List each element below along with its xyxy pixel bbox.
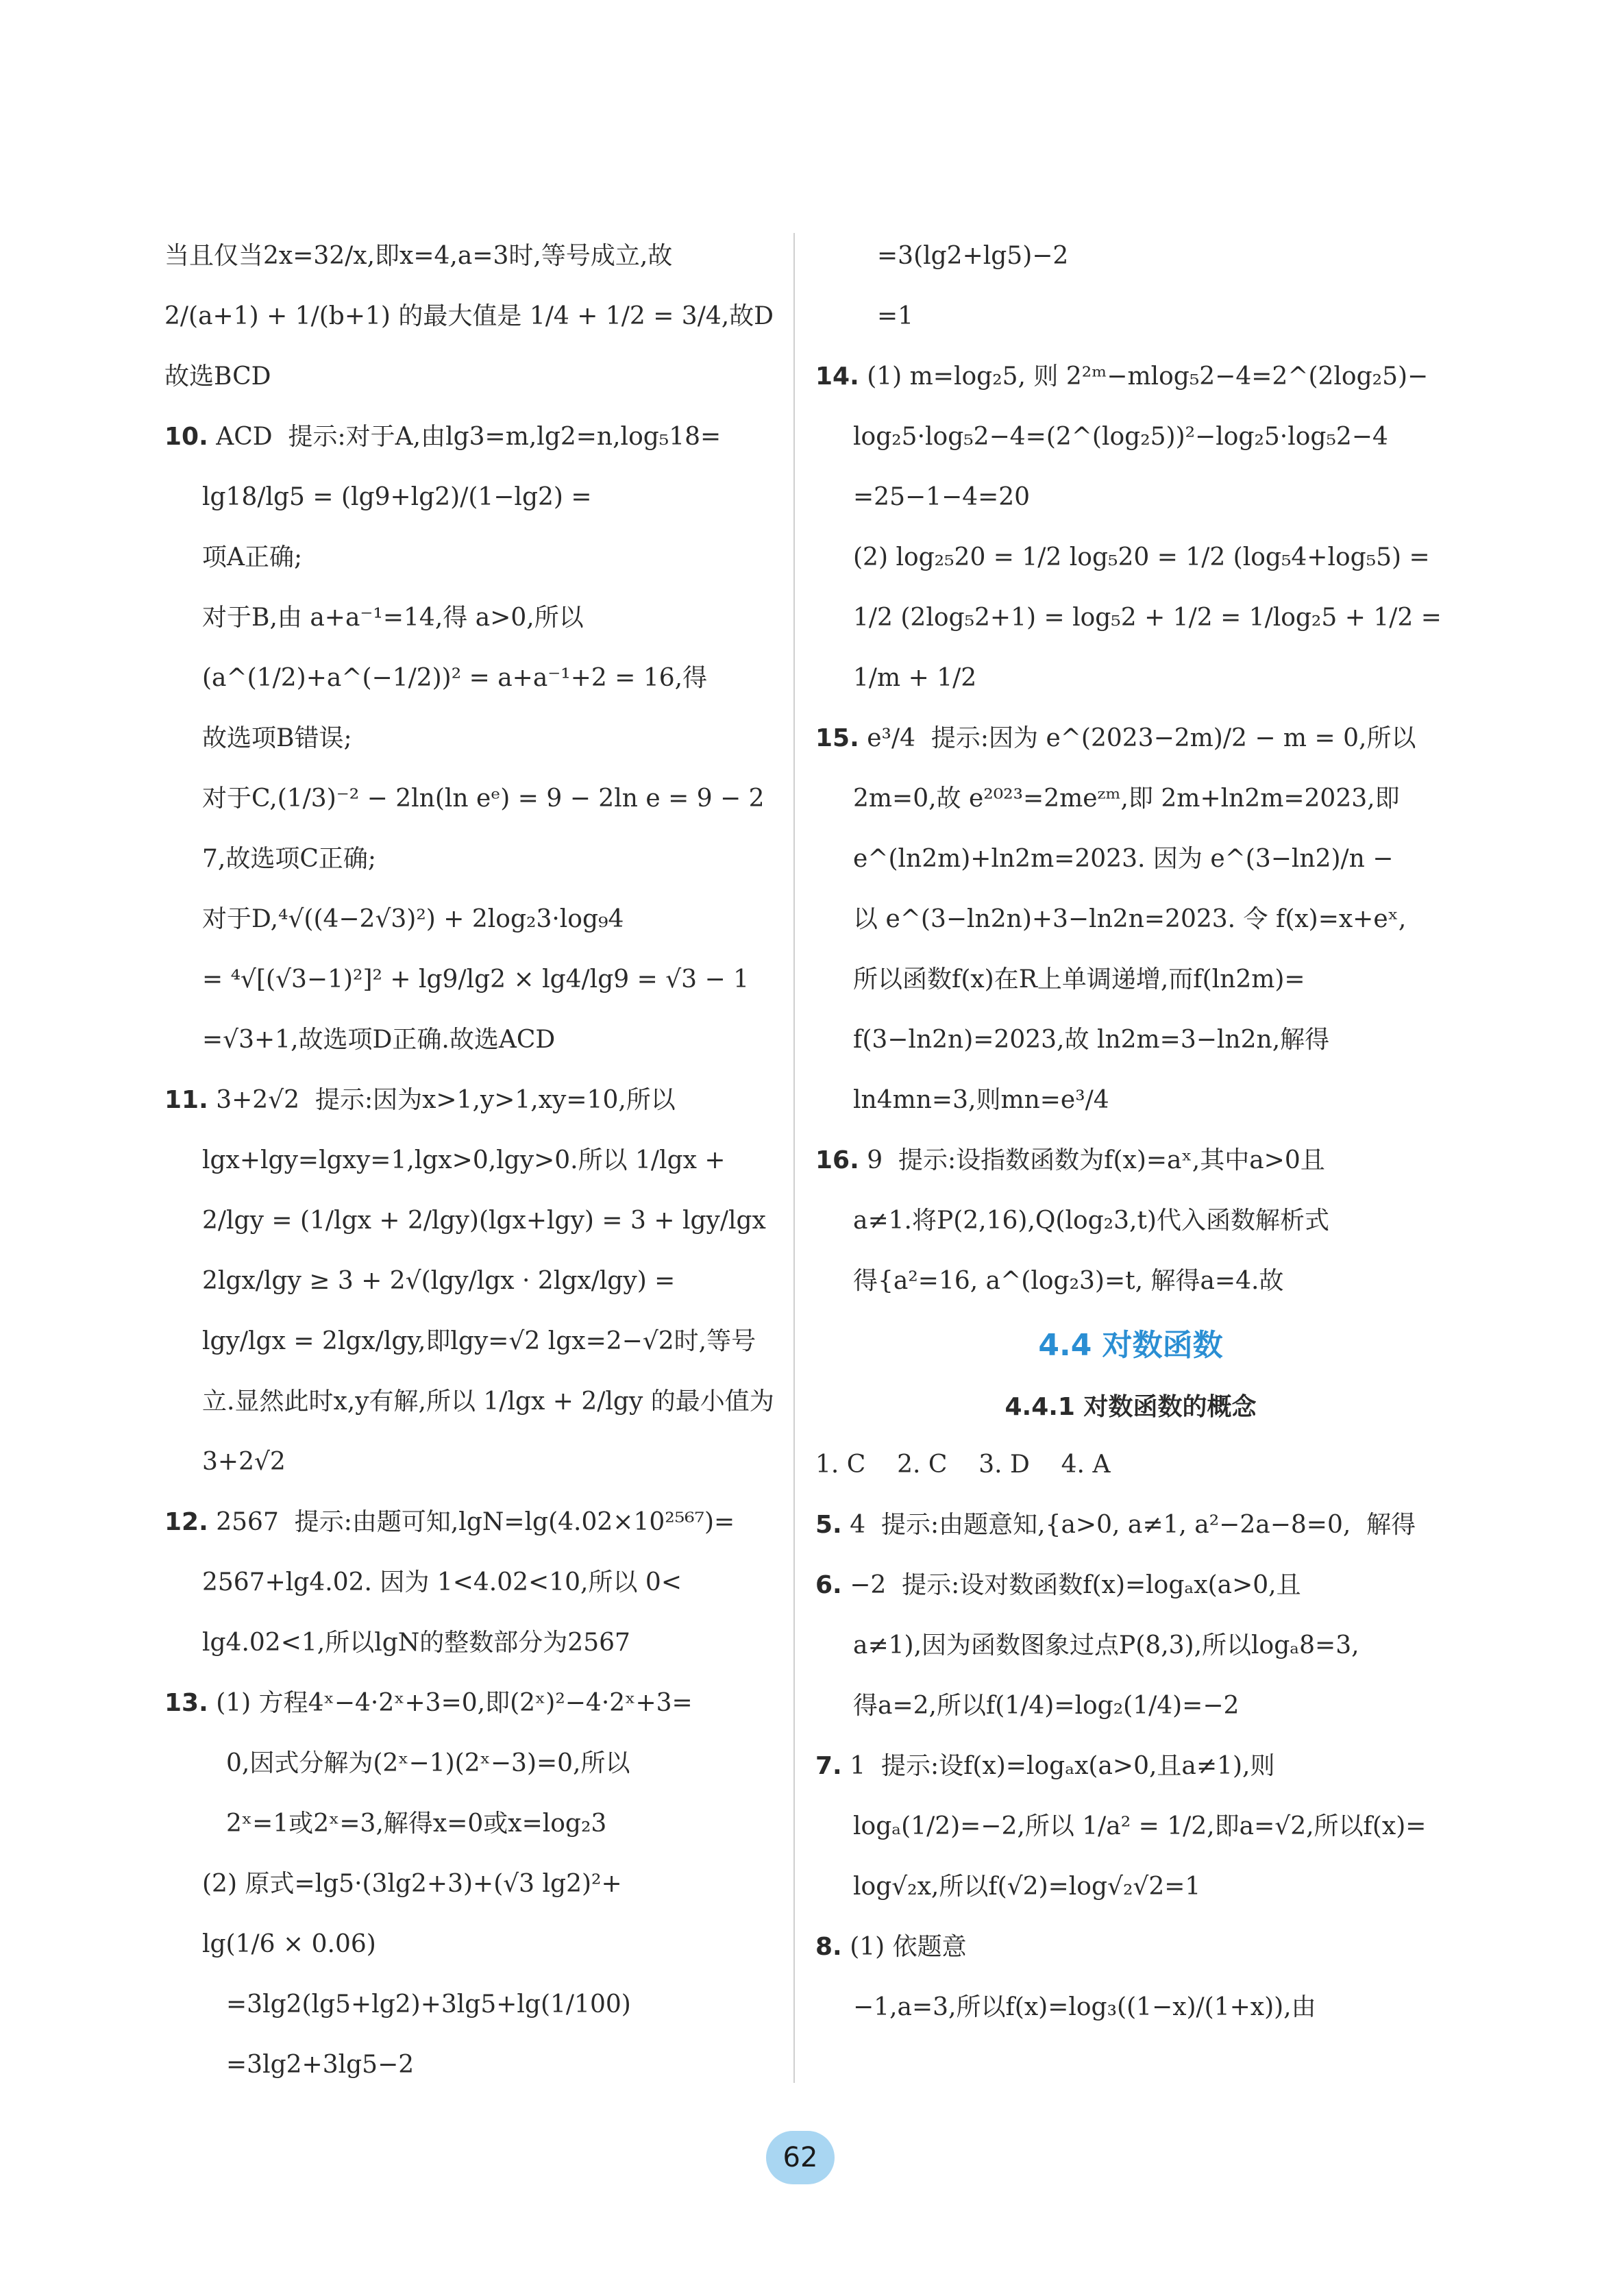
text-line	[164, 286, 774, 347]
text-line	[815, 889, 1446, 950]
problem-number: 5.	[815, 1511, 842, 1539]
line-text: 对于B,由 a+a⁻¹=14,得 a>0,所以	[202, 604, 584, 632]
line-text: 0,因式分解为(2ˣ−1)(2ˣ−3)=0,所以	[226, 1749, 630, 1777]
text-line	[164, 1673, 774, 1733]
line-text: 4 提示:由题意知,{a>0, a≠1, a²−2a−8=0, 解得	[850, 1511, 1416, 1539]
section-title: 4.4 对数函数	[1038, 1328, 1223, 1363]
line-text: 1. C 2. C 3. D 4. A	[815, 1451, 1111, 1479]
line-text: log√₂x,所以f(√2)=log√₂√2=1	[853, 1873, 1201, 1901]
column-divider	[793, 233, 795, 2083]
line-text: a≠1),因为函数图象过点P(8,3),所以logₐ8=3,	[853, 1631, 1359, 1659]
line-text: =25−1−4=20	[853, 483, 1031, 511]
line-text: 故选项B错误;	[202, 724, 352, 752]
text-line	[164, 1914, 774, 1975]
line-text: =3lg2+3lg5−2	[226, 2051, 415, 2079]
line-text: 1/m + 1/2	[853, 664, 977, 692]
text-line	[815, 1010, 1446, 1070]
line-text: ACD 提示:对于A,由lg3=m,lg2=n,log₅18=	[216, 423, 722, 451]
line-text: lg(1/6 × 0.06)	[202, 1930, 376, 1958]
text-line	[815, 708, 1446, 769]
text-line	[815, 467, 1446, 528]
text-line	[815, 588, 1446, 648]
problem-number: 10.	[164, 423, 208, 451]
line-text: (1) m=log₂5, 则 2²ᵐ−mlog₅2−4=2^(2log₂5)−	[867, 362, 1429, 391]
line-text: f(3−ln2n)=2023,故 ln2m=3−ln2n,解得	[853, 1026, 1330, 1054]
line-text: 2567 提示:由题可知,lgN=lg(4.02×10²⁵⁶⁷)=	[216, 1508, 735, 1536]
right-column	[815, 226, 1446, 2038]
problem-number: 7.	[815, 1752, 842, 1780]
line-text: 项A正确;	[202, 543, 303, 571]
text-line	[815, 1797, 1446, 1857]
problem-number: 16.	[815, 1146, 859, 1174]
text-line	[815, 1676, 1446, 1736]
text-line	[164, 1251, 774, 1311]
text-line	[815, 1131, 1446, 1191]
text-line	[164, 407, 774, 467]
text-line	[815, 648, 1446, 708]
line-text: 2/(a+1) + 1/(b+1) 的最大值是 1/4 + 1/2 = 3/4,故D	[164, 302, 774, 330]
line-text: a≠1.将P(2,16),Q(log₂3,t)代入函数解析式	[853, 1207, 1329, 1235]
line-text: −1,a=3,所以f(x)=log₃((1−x)/(1+x)),由	[853, 1993, 1316, 2021]
text-line	[815, 1251, 1446, 1311]
problem-number: 11.	[164, 1086, 208, 1114]
line-text: 2ˣ=1或2ˣ=3,解得x=0或x=log₂3	[226, 1810, 607, 1838]
line-text: =1	[877, 302, 914, 330]
text-line	[164, 588, 774, 648]
text-line	[164, 1311, 774, 1372]
line-text: 得a=2,所以f(1/4)=log₂(1/4)=−2	[853, 1692, 1240, 1720]
line-text: 3+2√2 提示:因为x>1,y>1,xy=10,所以	[216, 1086, 676, 1114]
line-text: (2) log₂₅20 = 1/2 log₅20 = 1/2 (log₅4+log₅5) =	[853, 543, 1430, 571]
text-line	[815, 1070, 1446, 1131]
line-text: (2) 原式=lg5·(3lg2+3)+(√3 lg2)²+	[202, 1870, 622, 1898]
text-line	[815, 1736, 1446, 1797]
line-text: e^(ln2m)+ln2m=2023. 因为 e^(3−ln2)/n −	[853, 845, 1394, 873]
text-line	[815, 950, 1446, 1010]
line-text: = ⁴√[(√3−1)²]² + lg9/lg2 × lg4/lg9 = √3 − 1	[202, 965, 749, 993]
text-line	[164, 1553, 774, 1613]
text-line	[815, 1435, 1446, 1495]
line-text: −2 提示:设对数函数f(x)=logₐx(a>0,且	[850, 1571, 1301, 1599]
problem-number: 8.	[815, 1933, 842, 1961]
text-line	[164, 1854, 774, 1914]
text-line	[164, 347, 774, 407]
line-text: lg18/lg5 = (lg9+lg2)/(1−lg2) =	[202, 483, 592, 511]
text-line	[815, 407, 1446, 467]
line-text: 以 e^(3−ln2n)+3−ln2n=2023. 令 f(x)=x+eˣ,	[853, 905, 1407, 933]
text-line	[164, 708, 774, 769]
text-line	[815, 286, 1446, 347]
text-line	[815, 829, 1446, 889]
line-text: (1) 方程4ˣ−4·2ˣ+3=0,即(2ˣ)²−4·2ˣ+3=	[216, 1689, 693, 1717]
line-text: ln4mn=3,则mn=e³/4	[853, 1086, 1109, 1114]
line-text: lgy/lgx = 2lgx/lgy,即lgy=√2 lgx=2−√2时,等号	[202, 1327, 756, 1355]
problem-number: 12.	[164, 1508, 208, 1536]
text-line	[164, 829, 774, 889]
text-line	[815, 1555, 1446, 1616]
line-text: 2567+lg4.02. 因为 1<4.02<10,所以 0<	[202, 1568, 682, 1596]
text-line	[164, 2035, 774, 2095]
text-line	[164, 1492, 774, 1553]
text-line	[164, 1191, 774, 1251]
line-text: 2lgx/lgy ≥ 3 + 2√(lgy/lgx · 2lgx/lgy) =	[202, 1267, 676, 1295]
line-text: (a^(1/2)+a^(−1/2))² = a+a⁻¹+2 = 16,得	[202, 664, 708, 692]
text-line	[164, 1070, 774, 1131]
text-line	[815, 769, 1446, 829]
text-line	[164, 769, 774, 829]
text-line	[164, 528, 774, 588]
line-text: 1 提示:设f(x)=logₐx(a>0,且a≠1),则	[850, 1752, 1275, 1780]
line-text: 对于C,(1/3)⁻² − 2ln(ln eᵉ) = 9 − 2ln e = 9 − 2	[202, 785, 765, 813]
text-line	[815, 528, 1446, 588]
line-text: log₂5·log₅2−4=(2^(log₂5))²−log₂5·log₅2−4	[853, 423, 1388, 451]
line-text: 当且仅当2x=32/x,即x=4,a=3时,等号成立,故	[164, 242, 673, 270]
text-line	[815, 1495, 1446, 1555]
line-text: 3+2√2	[202, 1448, 286, 1476]
text-line	[815, 1977, 1446, 2038]
line-text: =3(lg2+lg5)−2	[877, 242, 1069, 270]
text-line	[164, 950, 774, 1010]
text-line	[164, 226, 774, 286]
line-text: 对于D,⁴√((4−2√3)²) + 2log₂3·log₉4	[202, 905, 624, 933]
problem-number: 6.	[815, 1571, 842, 1599]
problem-number: 15.	[815, 724, 859, 752]
text-line	[164, 1432, 774, 1492]
text-line	[815, 1917, 1446, 1977]
line-text: 7,故选项C正确;	[202, 845, 377, 873]
line-text: lg4.02<1,所以lgN的整数部分为2567	[202, 1629, 630, 1657]
problem-number: 13.	[164, 1689, 208, 1717]
line-text: logₐ(1/2)=−2,所以 1/a² = 1/2,即a=√2,所以f(x)=	[853, 1812, 1427, 1840]
text-line	[815, 226, 1446, 286]
line-text: 1/2 (2log₅2+1) = log₅2 + 1/2 = 1/log₂5 + 1/2 =	[853, 604, 1442, 632]
text-line	[164, 1010, 774, 1070]
text-line	[164, 1131, 774, 1191]
text-line	[164, 648, 774, 708]
left-column	[164, 226, 774, 2095]
text-line	[164, 889, 774, 950]
line-text: e³/4 提示:因为 e^(2023−2m)/2 − m = 0,所以	[867, 724, 1416, 752]
text-line	[164, 1372, 774, 1432]
text-line	[815, 1857, 1446, 1917]
text-line	[815, 347, 1446, 407]
line-text: =3lg2(lg5+lg2)+3lg5+lg(1/100)	[226, 1990, 631, 2019]
line-text: 所以函数f(x)在R上单调递增,而f(ln2m)=	[853, 965, 1305, 993]
text-line	[164, 1975, 774, 2035]
text-line	[164, 1733, 774, 1794]
line-text: 2m=0,故 e²⁰²³=2meᶻᵐ,即 2m+ln2m=2023,即	[853, 785, 1400, 813]
line-text: lgx+lgy=lgxy=1,lgx>0,lgy>0.所以 1/lgx +	[202, 1146, 726, 1174]
page-number: 62	[766, 2131, 835, 2184]
text-line	[164, 1613, 774, 1673]
line-text: 2/lgy = (1/lgx + 2/lgy)(lgx+lgy) = 3 + lgy/lgx	[202, 1207, 766, 1235]
text-line	[815, 1616, 1446, 1676]
text-line	[164, 467, 774, 528]
problem-number: 14.	[815, 362, 859, 391]
line-text: =√3+1,故选项D正确.故选ACD	[202, 1026, 556, 1054]
text-line	[164, 1794, 774, 1854]
text-line	[815, 1191, 1446, 1251]
line-text: 9 提示:设指数函数为f(x)=aˣ,其中a>0且	[867, 1146, 1325, 1174]
line-text: 故选BCD	[164, 362, 271, 391]
line-text: 得{a²=16, a^(log₂3)=t, 解得a=4.故	[853, 1267, 1284, 1295]
line-text: (1) 依题意	[850, 1933, 967, 1961]
subsection-title: 4.4.1 对数函数的概念	[1005, 1393, 1257, 1421]
line-text: 立.显然此时x,y有解,所以 1/lgx + 2/lgy 的最小值为	[202, 1387, 774, 1416]
